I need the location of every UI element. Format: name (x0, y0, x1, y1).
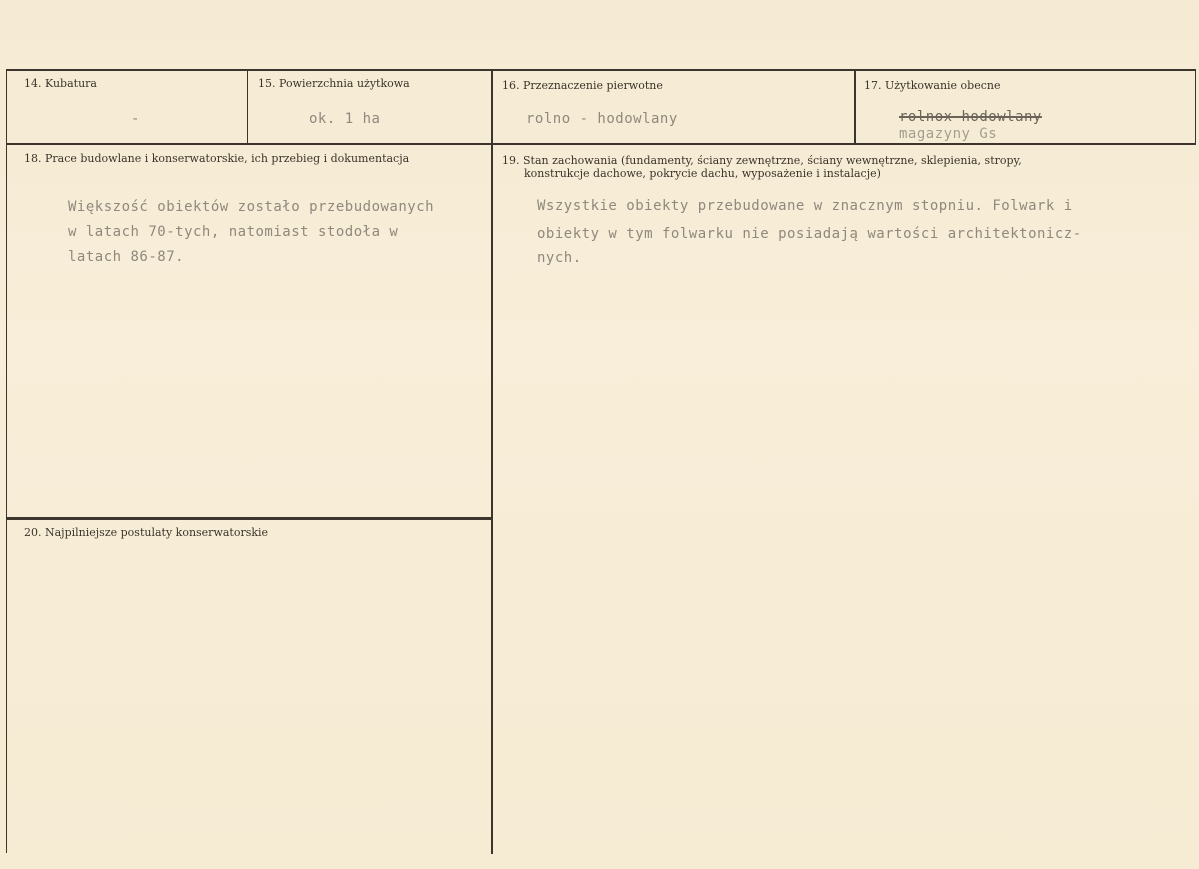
field16-value: rolno - hodowlany (526, 111, 678, 127)
field17-label: 17. Użytkowanie obecne (864, 79, 1001, 92)
field17-struck-value: rolnox-hodowlany (899, 109, 1042, 125)
field18-bottom-rule (6, 517, 492, 520)
field19-line-3: nych. (537, 250, 582, 266)
field15-label: 15. Powierzchnia użytkowa (258, 77, 410, 90)
right-border (1195, 69, 1196, 145)
field18-line-3: latach 86-87. (68, 249, 185, 265)
row1-bottom-rule (6, 143, 1196, 145)
left-border (6, 69, 7, 853)
top-rule (6, 69, 1196, 71)
field20-label: 20. Najpilniejsze postulaty konserwatorskie (24, 526, 269, 539)
field18-line-2: w latach 70-tych, natomiast stodoła w (68, 224, 399, 240)
field19-line-1: Wszystkie obiekty przebudowane w znacznym stopniu. Folwark i (537, 198, 1073, 214)
field14-label: 14. Kubatura (24, 77, 97, 90)
field17-value: magazyny Gs (899, 126, 998, 142)
divider-main (491, 69, 493, 854)
field18-line-1: Większość obiektów zostało przebudowanych (68, 199, 435, 215)
field16-label: 16. Przeznaczenie pierwotne (502, 79, 663, 92)
field14-value: - (131, 111, 140, 127)
field19-label-line-2: konstrukcje dachowe, pokrycie dachu, wyposażenie i instalacje) (524, 167, 881, 180)
divider-14-15 (247, 69, 248, 145)
field15-value: ok. 1 ha (309, 111, 381, 127)
field19-line-2: obiekty w tym folwarku nie posiadają wartości architektonicz- (537, 226, 1082, 242)
field19-label-line-1: 19. Stan zachowania (fundamenty, ściany zewnętrzne, ściany wewnętrzne, sklepienia, stropy, (502, 154, 1022, 167)
divider-16-17 (854, 69, 856, 145)
field18-label: 18. Prace budowlane i konserwatorskie, ich przebieg i dokumentacja (24, 152, 410, 165)
